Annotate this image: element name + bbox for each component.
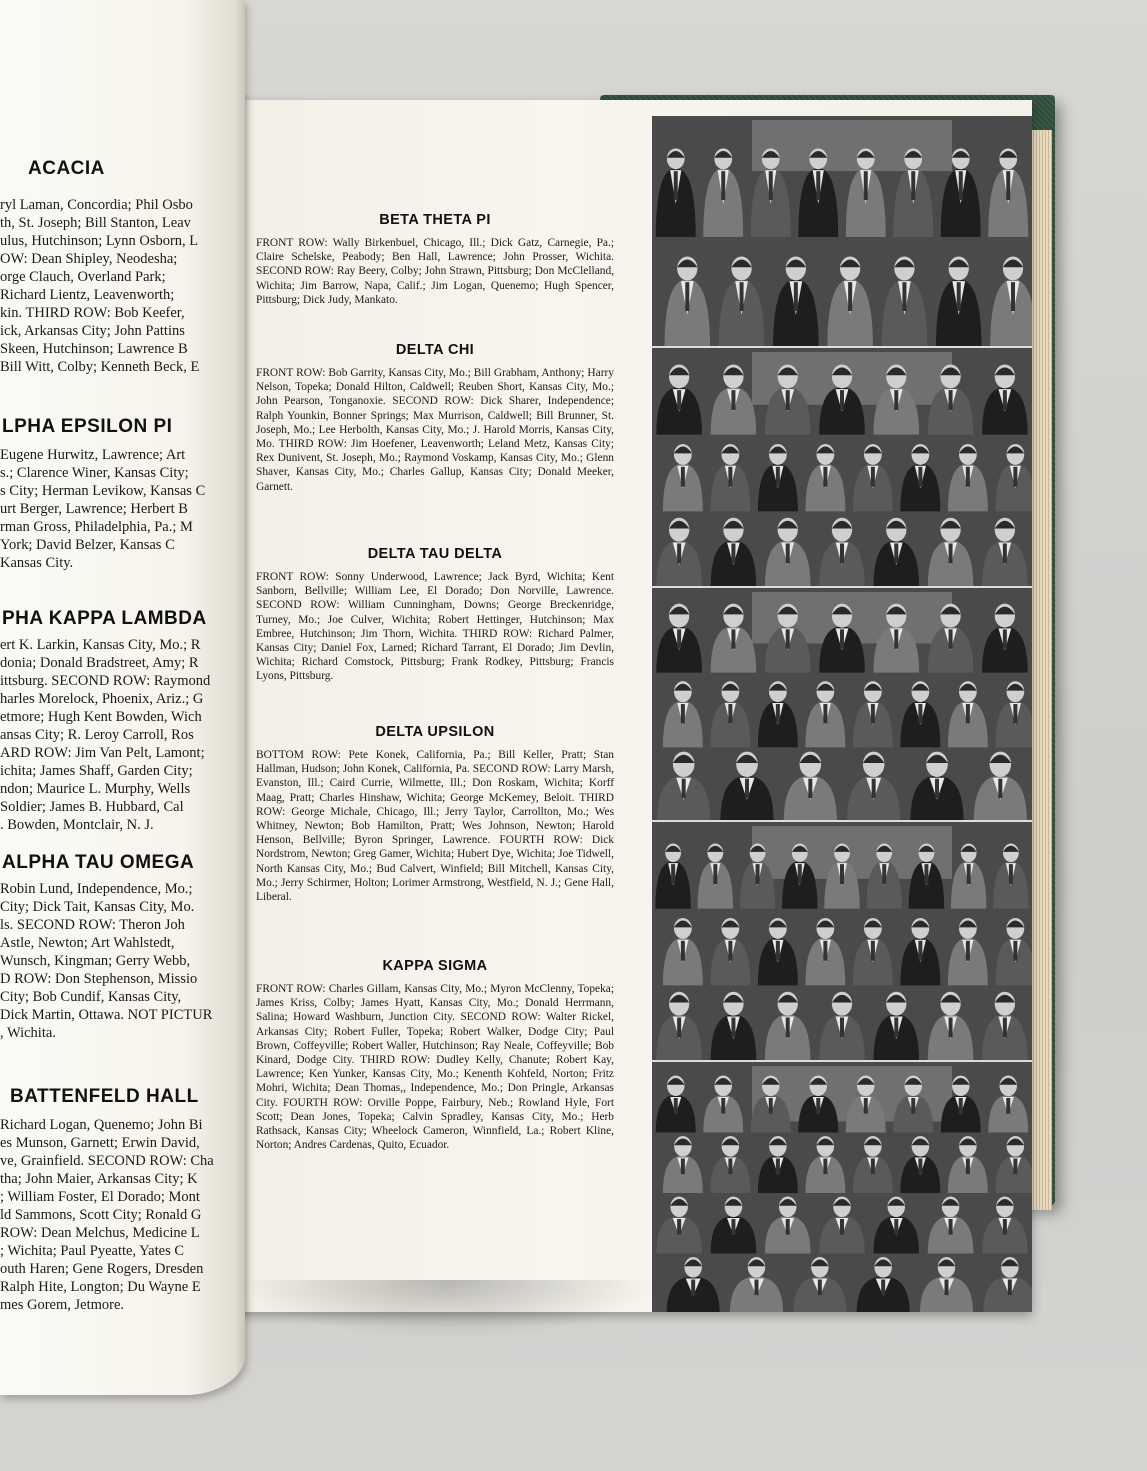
roster-line: Robin Lund, Independence, Mo.;: [0, 881, 193, 897]
left-lines-battenfeld-hall: [0, 1116, 240, 1314]
roster-line: s City; Herman Levikow, Kansas C: [0, 483, 206, 499]
photo-strip: [652, 116, 1032, 1312]
section-body: FRONT ROW: Bob Garrity, Kansas City, Mo.; Bill Grabham, Anthony; Harry Nelson, Topeka; Donald Hilton, Caldwell; Reuben Short, Kansas City, Mo.; John Pearson, Tonganoxie. SECOND ROW: Dick Sharer, Independence; Ralph Younkin, Bonner Springs; Max Murrison, Caldwell; Bill Brunner, St. Joseph, Mo.; Lee Herbolth, Kansas City, Mo.; J. Harold Morris, Kansas City, Mo. THIRD ROW: Jim Hoefener, Leavenworth; Leland Metz, Kansas City; Rex Dunivent, St. Joseph, Mo.; Raymond Voskamp, Kansas City, Mo.; Glenn Shaver, Kansas City, Mo.; Charles Gallup, Kansas City; Donald Meeker, Garnett.: [256, 367, 614, 493]
roster-line: Ralph Hite, Longton; Du Wayne E: [0, 1279, 201, 1295]
roster-line: ROW: Dean Melchus, Medicine L: [0, 1225, 200, 1241]
roster-line: Richard Logan, Quenemo; John Bi: [0, 1117, 203, 1133]
section-delta-tau-delta: [256, 546, 614, 684]
roster-line: ; William Foster, El Dorado; Mont: [0, 1189, 200, 1205]
roster-line: ; Wichita; Paul Pyeatte, Yates C: [0, 1243, 185, 1259]
roster-line: ansas City; R. Leroy Carroll, Ros: [0, 727, 194, 743]
roster-line: City; Dick Tait, Kansas City, Mo.: [0, 899, 195, 915]
roster-line: OW: Dean Shipley, Neodesha;: [0, 251, 178, 267]
section-delta-upsilon: [256, 724, 614, 904]
roster-line: kin. THIRD ROW: Bob Keefer,: [0, 305, 185, 321]
section-title: BETA THETA PI: [379, 212, 491, 228]
roster-line: Skeen, Hutchinson; Lawrence B: [0, 341, 188, 357]
group-photo-image: [652, 348, 1032, 588]
left-lines-alpha-epsilon-pi: [0, 446, 240, 572]
left-heading-alpha-kappa-lambda: PHA KAPPA LAMBDA: [2, 608, 207, 629]
section-body: FRONT ROW: Wally Birkenbuel, Chicago, Ill.; Dick Gatz, Carnegie, Pa.; Claire Schelske, Peabody; Ben Hall, Lawrence; John Prosser, Wichita. SECOND ROW: Ray Beery, Colby; John Strawn, Pittsburg; Don McClelland, Wichita; Jim Barrow, Napa, Calif.; Jim Logan, Quenemo; Hugh Spencer, Pittsburg; Dick Judy, Mankato.: [256, 237, 614, 306]
left-lines-alpha-tau-omega: [0, 880, 240, 1042]
page-shadow: [236, 1280, 656, 1340]
roster-line: es Munson, Garnett; Erwin David,: [0, 1135, 200, 1151]
roster-line: ulus, Hutchinson; Lynn Osborn, L: [0, 233, 199, 249]
group-photo-image: [652, 588, 1032, 822]
section-title: DELTA TAU DELTA: [367, 546, 503, 562]
left-heading-alpha-tau-omega: ALPHA TAU OMEGA: [2, 852, 195, 873]
section-delta-chi: [256, 342, 614, 494]
roster-line: Wunsch, Kingman; Gerry Webb,: [0, 953, 191, 969]
right-page: [232, 100, 1032, 1312]
roster-line: ryl Laman, Concordia; Phil Osbo: [0, 197, 193, 213]
roster-line: Astle, Newton; Art Wahlstedt,: [0, 935, 175, 951]
left-lines-acacia: [0, 196, 240, 376]
roster-line: Eugene Hurwitz, Lawrence; Art: [0, 447, 186, 463]
roster-line: s.; Clarence Winer, Kansas City;: [0, 465, 189, 481]
delta-upsilon-photo: [652, 822, 1032, 1062]
roster-line: etmore; Hugh Kent Bowden, Wich: [0, 709, 202, 725]
roster-line: ARD ROW: Jim Van Pelt, Lamont;: [0, 745, 205, 761]
roster-line: orge Clauch, Overland Park;: [0, 269, 166, 285]
group-photo-image: [652, 822, 1032, 1062]
section-body: FRONT ROW: Charles Gillam, Kansas City, Mo.; Myron McClenny, Topeka; James Kriss, Colby; James Hyatt, Kansas City, Mo.; Donald Herrmann, Salina; Howard Washburn, Junction City. SECOND ROW: Walter Rickel, Arkansas City; Robert Fuller, Topeka; Robert Walker, Dodge City; Paul Brown, Coffeyville; Robert Waller, Hutchinson; Ray Neale, Coffeyville; Bob Kinard, Dodge City. THIRD ROW: Dudley Kelly, Chanute; Robert Kay, Lawrence; Ken Yunker, Kansas City, Mo.; Kenenth Kohfeld, Norton; Fritz Mohri, Wichita; Dean Thomas,, Independence, Mo.; Don Pringle, Arkansas City. FOURTH ROW: Orville Poppe, Fairbury, Neb.; Rowland Hyle, Fort Scott; Dean Jones, Topeka; Calvin Spradley, Kansas City, Mo.; Herb Rathsack, Kansas City; Wheelock Cameron, Winnfield, La.; Robert Kline, Norton; Andres Cardenas, Quito, Ecuador.: [256, 983, 614, 1152]
section-title: KAPPA SIGMA: [382, 958, 488, 974]
roster-line: ichita; James Shaff, Garden City;: [0, 763, 193, 779]
roster-line: rman Gross, Philadelphia, Pa.; M: [0, 519, 193, 535]
roster-line: York; David Belzer, Kansas C: [0, 537, 175, 553]
roster-line: ve, Grainfield. SECOND ROW: Cha: [0, 1153, 214, 1169]
roster-line: donia; Donald Bradstreet, Amy; R: [0, 655, 199, 671]
roster-line: ittsburg. SECOND ROW: Raymond: [0, 673, 211, 689]
roster-line: mes Gorem, Jetmore.: [0, 1297, 125, 1313]
roster-line: ld Sammons, Scott City; Ronald G: [0, 1207, 202, 1223]
section-beta-theta-pi: [256, 212, 614, 307]
roster-line: ert K. Larkin, Kansas City, Mo.; R: [0, 637, 201, 653]
group-photo-image: [652, 116, 1032, 348]
group-photo-image: [652, 1062, 1032, 1312]
section-title: DELTA CHI: [395, 342, 475, 358]
roster-line: th, St. Joseph; Bill Stanton, Leav: [0, 215, 191, 231]
left-heading-battenfeld-hall: BATTENFELD HALL: [10, 1086, 199, 1107]
kappa-sigma-photo: [652, 1062, 1032, 1312]
roster-line: Dick Martin, Ottawa. NOT PICTUR: [0, 1007, 213, 1023]
roster-line: ndon; Maurice L. Murphy, Wells: [0, 781, 191, 797]
delta-chi-photo: [652, 348, 1032, 588]
roster-line: , Wichita.: [0, 1025, 56, 1041]
roster-line: ls. SECOND ROW: Theron Joh: [0, 917, 185, 933]
roster-line: Soldier; James B. Hubbard, Cal: [0, 799, 184, 815]
section-body: BOTTOM ROW: Pete Konek, California, Pa.; Bill Keller, Pratt; Stan Hallman, Hudson; John Konek, California, Pa. SECOND ROW: Larry Marsh, Evanston, Ill.; Caird Currie, Wilmette, Ill.; Don Roskam, Wichita; Korff Maag, Pratt; Charles Hinshaw, Wichita; George McKemey, Beloit. THIRD ROW: George Michale, Chicago, Ill.; Jerry Taylor, Carrollton, Mo.; Wes Whitney, Newton; Bob Hamilton, Pratt; Wes Johnson, Newton; Harold Henson, Bellville; Byron Springer, Lawrence. FOURTH ROW: Dick Nordstrom, Newton; Greg Gamer, Wichita; Hubert Dye, Wichita; Joe Tidwell, North Kansas City, Mo.; Bud Calvert, Winfield; Bill Mitchell, Kansas City, Mo.; Jerry Schirmer, Holton; Lorimer Armstrong, Westfield, N. J.; Gene Hall, Liberal.: [256, 749, 614, 904]
beta-theta-pi-photo: [652, 116, 1032, 348]
left-heading-acacia: ACACIA: [28, 158, 105, 179]
left-lines-alpha-kappa-lambda: [0, 636, 240, 834]
roster-line: urt Berger, Lawrence; Herbert B: [0, 501, 188, 517]
section-kappa-sigma: [256, 958, 614, 1152]
left-heading-alpha-epsilon-pi: LPHA EPSILON PI: [2, 416, 173, 437]
roster-line: ick, Arkansas City; John Pattins: [0, 323, 185, 339]
roster-line: D ROW: Don Stephenson, Missio: [0, 971, 198, 987]
roster-line: Kansas City.: [0, 555, 74, 571]
delta-tau-delta-photo: [652, 588, 1032, 822]
roster-line: tha; John Maier, Arkansas City; K: [0, 1171, 198, 1187]
roster-line: Bill Witt, Colby; Kenneth Beck, E: [0, 359, 200, 375]
section-title: DELTA UPSILON: [375, 724, 495, 740]
roster-line: City; Bob Cundif, Kansas City,: [0, 989, 182, 1005]
left-page: [0, 0, 245, 1395]
roster-line: harles Morelock, Phoenix, Ariz.; G: [0, 691, 204, 707]
section-body: FRONT ROW: Sonny Underwood, Lawrence; Jack Byrd, Wichita; Kent Sanborn, Bellville; William Lee, El Dorado; Don Norville, Lawrence. SECOND ROW: William Cunningham, Downs; George Breckenridge, Turney, Mo.; Joe Culver, Wichita; Robert Hettinger, Hutchinson; Max Embree, Hutchinson; Jim Thorn, Wichita. THIRD ROW: Richard Palmer, Kansas City; Daniel Fox, Larned; Richard Tarrant, El Dorado; Jim Devlin, Wichita; Richard Comstock, Pittsburg; Frank Rodkey, Pittsburg; Francis Lyons, Pittsburg.: [256, 571, 614, 683]
roster-line: outh Haren; Gene Rogers, Dresden: [0, 1261, 204, 1277]
roster-line: Richard Lientz, Leavenworth;: [0, 287, 175, 303]
roster-line: . Bowden, Montclair, N. J.: [0, 817, 154, 833]
